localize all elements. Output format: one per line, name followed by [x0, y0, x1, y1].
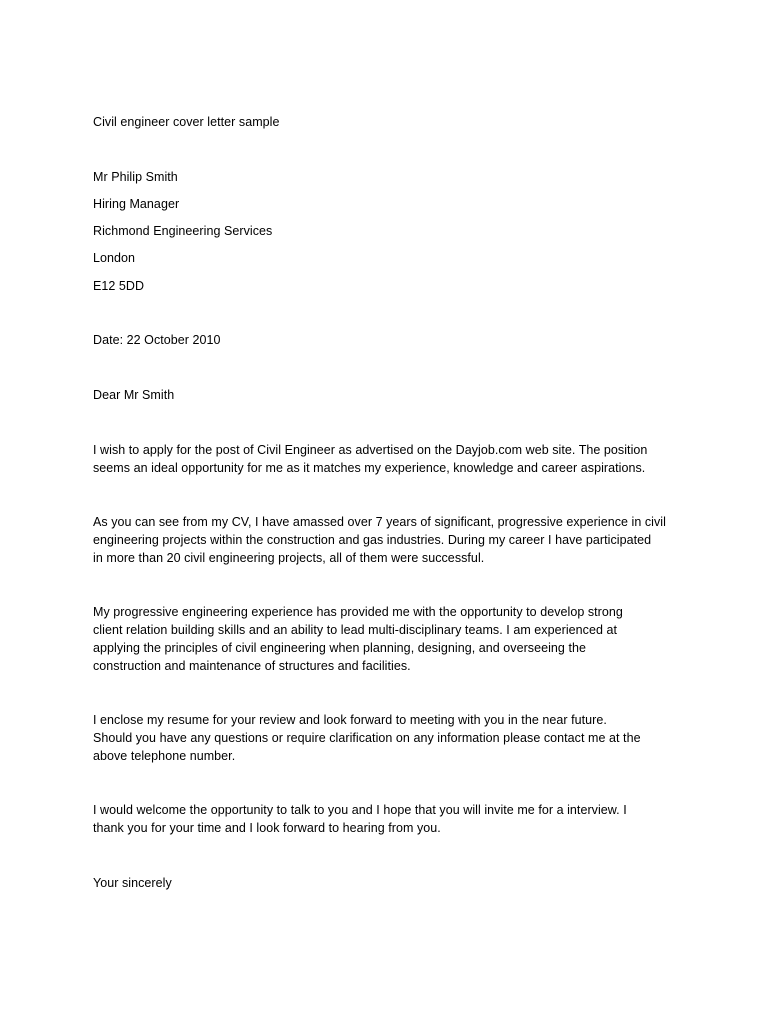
paragraph-line: My progressive engineering experience has provided me with the opportunity to develop strong — [93, 605, 623, 619]
recipient-position: Hiring Manager — [93, 197, 180, 211]
paragraph-line: construction and maintenance of structures and facilities. — [93, 659, 411, 673]
document-title: Civil engineer cover letter sample — [93, 115, 280, 129]
paragraph-line: above telephone number. — [93, 749, 236, 763]
recipient-company: Richmond Engineering Services — [93, 224, 273, 238]
letter-date: Date: 22 October 2010 — [93, 333, 221, 347]
paragraph-5 — [93, 801, 693, 837]
recipient-postcode: E12 5DD — [93, 279, 145, 293]
closing: Your sincerely — [93, 876, 172, 890]
paragraph-2 — [93, 513, 693, 567]
paragraph-line: As you can see from my CV, I have amassed over 7 years of significant, progressive experience in civil — [93, 515, 666, 529]
paragraph-line: engineering projects within the construction and gas industries. During my career I have participated — [93, 533, 652, 547]
salutation: Dear Mr Smith — [93, 388, 175, 402]
recipient-city: London — [93, 251, 136, 265]
paragraph-line: in more than 20 civil engineering projects, all of them were successful. — [93, 551, 485, 565]
paragraph-line: seems an ideal opportunity for me as it matches my experience, knowledge and career aspirations. — [93, 461, 646, 475]
paragraph-4 — [93, 711, 693, 765]
paragraph-line: client relation building skills and an ability to lead multi-disciplinary teams. I am experienced at — [93, 623, 618, 637]
paragraph-line: I enclose my resume for your review and look forward to meeting with you in the near future. — [93, 713, 607, 727]
paragraph-line: I wish to apply for the post of Civil Engineer as advertised on the Dayjob.com web site. The position — [93, 443, 648, 457]
paragraph-line: applying the principles of civil engineering when planning, designing, and overseeing the — [93, 641, 586, 655]
paragraph-3 — [93, 603, 693, 675]
paragraph-line: I would welcome the opportunity to talk to you and I hope that you will invite me for a interview. I — [93, 803, 627, 817]
paragraph-line: Should you have any questions or require clarification on any information please contact me at the — [93, 731, 641, 745]
paragraph-1 — [93, 441, 693, 477]
recipient-name: Mr Philip Smith — [93, 170, 178, 184]
paragraph-line: thank you for your time and I look forward to hearing from you. — [93, 821, 441, 835]
